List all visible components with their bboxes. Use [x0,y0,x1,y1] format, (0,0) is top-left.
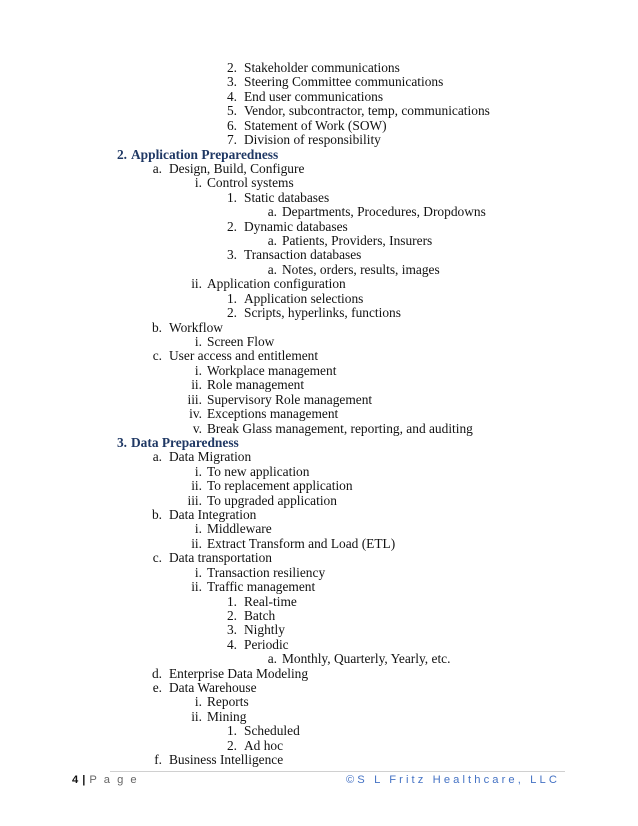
list-marker: 2. [226,737,237,753]
list-marker: a. [267,261,277,277]
list-marker: 3. [226,622,237,638]
list-item-text: Mining [207,708,247,724]
section-heading [0,148,638,162]
list-item-text: Reports [207,694,249,710]
list-marker: a. [267,233,277,249]
list-marker: 5. [226,103,237,119]
list-item-text: Scheduled [244,723,300,739]
list-item-text: Role management [207,377,305,393]
list-marker: ii. [191,535,202,551]
outline-item [0,263,638,277]
list-item-text: Departments, Procedures, Dropdowns [282,204,486,220]
list-marker: iii. [187,391,202,407]
outline-item [0,119,638,133]
list-item-text: Application configuration [207,276,346,292]
outline-item [0,90,638,104]
list-marker: 4. [226,88,237,104]
list-item-text: Vendor, subcontractor, temp, communications [244,103,490,119]
outline-item [0,450,638,464]
list-marker: iv. [189,406,202,422]
list-marker: f. [154,752,162,768]
list-marker: 1. [226,593,237,609]
list-marker: c. [152,348,162,364]
list-item-text: Transaction databases [244,247,362,263]
list-marker: ii. [191,478,202,494]
outline-item [0,292,638,306]
section-heading [0,436,638,450]
list-marker: 2. [226,607,237,623]
list-marker: i. [194,694,202,710]
outline-item [0,494,638,508]
list-marker: 1. [226,290,237,306]
page-label: P a g e [89,774,139,786]
outline-item [0,465,638,479]
outline-item [0,176,638,190]
footer-divider [110,771,565,772]
list-marker: a. [152,160,162,176]
outline-item [0,667,638,681]
list-item-text: Notes, orders, results, images [282,261,440,277]
list-item-text: Supervisory Role management [207,391,373,407]
list-marker: ii. [191,377,202,393]
outline-item [0,580,638,594]
outline-item [0,234,638,248]
list-marker: i. [194,463,202,479]
outline-item [0,321,638,335]
outline-item [0,407,638,421]
list-marker: 6. [226,117,237,133]
list-item-text: Statement of Work (SOW) [244,117,387,133]
outline-item [0,739,638,753]
outline-item [0,695,638,709]
list-item-text: To upgraded application [207,492,337,508]
list-item-text: Static databases [244,189,330,205]
list-marker: 3. [226,247,237,263]
list-marker: 3. [226,74,237,90]
outline-item [0,710,638,724]
list-item-text: Break Glass management, reporting, and auditing [207,420,473,436]
list-item-text: Application selections [244,290,364,306]
outline-item [0,133,638,147]
outline-item [0,393,638,407]
outline-item [0,638,638,652]
footer-separator: | [82,774,86,786]
outline-item [0,378,638,392]
list-item-text: Data transportation [169,550,272,566]
list-marker: i. [194,175,202,191]
list-item-text: Ad hoc [244,737,284,753]
list-item-text: Data Integration [169,507,257,523]
list-item-text: Data Migration [169,449,252,465]
list-item-text: Screen Flow [207,333,275,349]
outline-item [0,508,638,522]
list-marker: 2. [226,305,237,321]
outline-item [0,753,638,767]
page-footer-left [72,774,139,786]
list-item-text: Real-time [244,593,297,609]
outline-item [0,220,638,234]
outline-item [0,248,638,262]
list-marker: 2. [226,218,237,234]
list-marker: v. [192,420,202,436]
list-item-text: Traffic management [207,579,316,595]
outline-item [0,162,638,176]
outline-item [0,75,638,89]
outline-item [0,566,638,580]
list-marker: 1. [226,723,237,739]
list-item-text: Workplace management [207,362,337,378]
list-item-text: Transaction resiliency [207,564,326,580]
list-item-text: Workflow [169,319,223,335]
list-item-text: Stakeholder communications [244,60,400,75]
list-marker: a. [267,651,277,667]
list-marker: ii. [191,579,202,595]
list-marker: 1. [226,189,237,205]
outline-item [0,205,638,219]
list-marker: a. [152,449,162,465]
outline-item [0,335,638,349]
list-marker: b. [151,319,162,335]
list-marker: i. [194,333,202,349]
outline-item [0,595,638,609]
outline-item [0,681,638,695]
outline-item [0,537,638,551]
list-item-text: Division of responsibility [244,132,381,148]
list-item-text: Design, Build, Configure [169,160,305,176]
list-marker: 2. [116,146,127,162]
list-item-text: Extract Transform and Load (ETL) [207,535,396,551]
outline-item [0,609,638,623]
list-item-text: Data Preparedness [131,434,239,450]
list-item-text: Application Preparedness [131,146,279,162]
outline-item [0,422,638,436]
list-marker: 7. [226,132,237,148]
list-marker: 3. [116,434,127,450]
list-item-text: Dynamic databases [244,218,348,234]
outline-item [0,479,638,493]
list-item-text: End user communications [244,88,384,104]
list-marker: e. [152,680,162,696]
list-item-text: Scripts, hyperlinks, functions [244,305,401,321]
outline-item [0,623,638,637]
list-item-text: Batch [244,607,276,623]
outline-item [0,277,638,291]
list-marker: 2. [226,60,237,75]
list-item-text: Business Intelligence [169,752,284,768]
list-item-text: Periodic [244,636,289,652]
list-marker: i. [194,521,202,537]
list-item-text: Steering Committee communications [244,74,444,90]
footer-copyright: ©S L Fritz Healthcare, LLC [345,774,560,786]
outline-item [0,724,638,738]
list-item-text: Enterprise Data Modeling [169,665,309,681]
list-marker: b. [151,507,162,523]
list-marker: iii. [187,492,202,508]
list-item-text: Monthly, Quarterly, Yearly, etc. [282,651,451,667]
outline-item [0,551,638,565]
outline-item [0,61,638,75]
outline-item [0,349,638,363]
list-item-text: To new application [207,463,310,479]
list-item-text: To replacement application [207,478,353,494]
list-item-text: Nightly [244,622,285,638]
page-number: 4 [72,774,79,786]
list-marker: i. [194,564,202,580]
list-marker: 4. [226,636,237,652]
outline-item [0,191,638,205]
list-marker: a. [267,204,277,220]
outline-item [0,364,638,378]
outline-item [0,522,638,536]
list-marker: c. [152,550,162,566]
list-item-text: Data Warehouse [169,680,257,696]
list-item-text: User access and entitlement [169,348,319,364]
list-marker: ii. [191,276,202,292]
list-item-text: Middleware [207,521,272,537]
list-marker: ii. [191,708,202,724]
outline-item [0,306,638,320]
list-marker: i. [194,362,202,378]
list-item-text: Patients, Providers, Insurers [282,233,433,249]
list-item-text: Control systems [207,175,294,191]
list-item-text: Exceptions management [207,406,339,422]
outline-item [0,652,638,666]
outline-item [0,104,638,118]
list-marker: d. [151,665,162,681]
